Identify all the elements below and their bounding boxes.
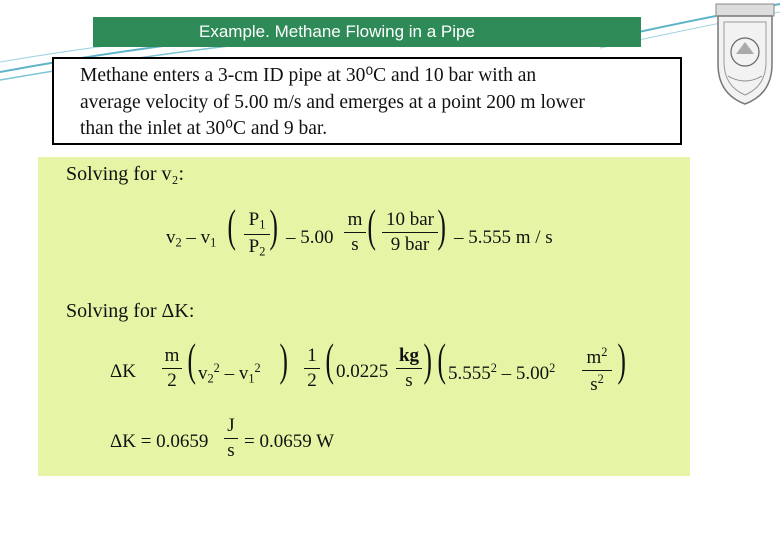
v1-value: – 5.00 (496, 362, 550, 384)
dk-final-rhs: = 0.0659 W (244, 431, 335, 452)
bar-den: 9 bar (390, 234, 430, 255)
p2: P (248, 235, 260, 257)
dk-lhs: ΔK (110, 361, 136, 382)
left-paren: ( (367, 200, 376, 251)
v2-op1: – v (181, 227, 211, 248)
slide-title (93, 17, 641, 47)
v2-value-sup: 2 (490, 361, 497, 375)
m2-sup: 2 (601, 345, 608, 359)
mass-flow: 0.0225 (336, 361, 389, 382)
one-half (304, 345, 320, 392)
solution-panel (38, 157, 690, 476)
problem-statement (52, 57, 682, 145)
kg: kg (398, 345, 420, 366)
bar-ratio (382, 209, 438, 256)
p2-sub: 2 (259, 244, 266, 259)
v2-mid: – 5.00 (286, 227, 334, 248)
s2-sup: 2 (597, 371, 604, 386)
v2-sup: 2 (213, 361, 220, 375)
bar-num: 10 bar (385, 209, 434, 230)
v-minus: – v (219, 362, 249, 384)
m-per-s (344, 209, 366, 256)
left-paren: ( (187, 334, 196, 385)
m-over-2 (162, 345, 182, 392)
dk-heading: Solving for ΔK: (66, 300, 195, 322)
m2: m (586, 346, 602, 368)
left-paren: ( (325, 334, 334, 385)
p-ratio (244, 209, 270, 259)
v2-lhs-sub: 2 (175, 235, 182, 250)
v1-sub: 1 (248, 371, 255, 386)
s-den: s (351, 234, 359, 255)
left-paren: ( (227, 200, 236, 251)
v2-heading: Solving for v₂: (66, 163, 185, 185)
m2-per-s2 (582, 345, 612, 396)
dk-m: m (164, 345, 180, 366)
v2-sub: 2 (207, 371, 214, 386)
v2-lhs-v: v (166, 227, 176, 248)
right-paren: ) (279, 334, 288, 385)
s2: s (590, 373, 598, 395)
right-paren: ) (437, 200, 446, 251)
p1-sub: 1 (259, 217, 266, 232)
v1-value-sup: 2 (549, 361, 556, 375)
j-per-s (224, 415, 238, 462)
problem-line-3: than the inlet at 30⁰C and 9 bar. (80, 118, 328, 139)
left-paren: ( (437, 334, 446, 385)
two: 2 (307, 370, 317, 391)
problem-line-2: average velocity of 5.00 m/s and emerges at a point 200 m lower (80, 91, 585, 113)
v2-lhs (166, 227, 216, 251)
v2-op1-sub: 1 (210, 235, 217, 250)
dk-two: 2 (167, 370, 177, 391)
velocity-values (448, 361, 555, 385)
velocity-diff (198, 361, 261, 386)
slide-title-text: Example. Methane Flowing in a Pipe (199, 22, 475, 41)
problem-line-1: Methane enters a 3-cm ID pipe at 30⁰C and 10 bar with an (80, 65, 537, 86)
right-paren: ) (617, 334, 626, 385)
second: s (227, 440, 235, 461)
v2-result: – 5.555 m / s (454, 227, 553, 248)
joule: J (227, 415, 235, 436)
university-seal-icon (712, 2, 778, 106)
kg-per-s (396, 345, 422, 392)
kg-s: s (405, 370, 413, 391)
p1: P (248, 209, 260, 230)
m-num: m (347, 209, 363, 230)
v2-value: 5.555 (448, 362, 491, 384)
one: 1 (307, 345, 317, 366)
dk-final-lhs: ΔK = 0.0659 (110, 431, 209, 452)
right-paren: ) (423, 334, 432, 385)
v1-sup: 2 (254, 361, 261, 375)
v2: v (198, 362, 208, 384)
right-paren: ) (269, 200, 278, 251)
